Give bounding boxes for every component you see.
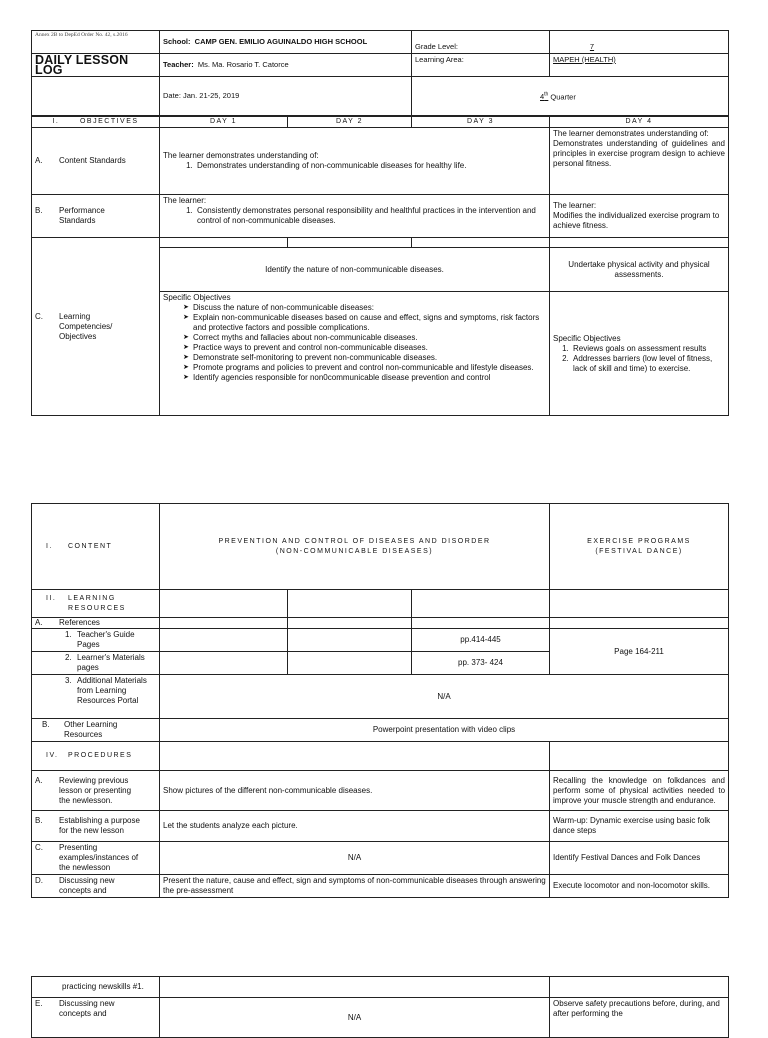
blank-cell xyxy=(550,590,729,618)
procedure-d-day4: Execute locomotor and non-locomotor skills. xyxy=(550,875,729,898)
day3-header: DAY 3 xyxy=(412,117,550,128)
content-main: PREVENTION AND CONTROL OF DISEASES AND DISORDER (NON-COMMUNICABLE DISEASES) xyxy=(160,504,550,590)
school-label: School: xyxy=(163,37,191,46)
blank-cell xyxy=(160,652,288,675)
annex-note: Annex 2B to DepEd Order No. 42, s.2016 xyxy=(32,31,160,54)
blank-cell xyxy=(550,742,729,771)
blank-cell xyxy=(412,238,550,248)
quarter-number: 4th xyxy=(540,91,549,102)
competency-main: Identify the nature of non-communicable diseases. xyxy=(160,248,550,292)
blank-cell xyxy=(550,238,729,248)
list-item: ➤ Promote programs and policies to prevent and control non-communicable and lifestyle diseases. xyxy=(193,363,546,373)
day4-header: DAY 4 xyxy=(550,117,729,128)
list-item: ➤ Identify agencies responsible for non0communicable disease prevention and control xyxy=(193,373,546,383)
performance-standards-day4: The learner: Modifies the individualized exercise program to achieve fitness. xyxy=(550,195,729,238)
date-field: Date: Jan. 21-25, 2019 xyxy=(160,77,412,116)
blank-cell xyxy=(160,742,550,771)
procedure-a-day4: Recalling the knowledge on folkdances and perform some of physical activities needed to improve your muscle strength and endurance. xyxy=(550,771,729,811)
blank-cell xyxy=(288,590,412,618)
list-item: ➤ Demonstrate self-monitoring to prevent non-communicable diseases. xyxy=(193,353,546,363)
page-title: DAILY LESSON LOG xyxy=(32,54,160,77)
teacher-label: Teacher: xyxy=(163,60,194,69)
list-item: ➤ Explain non-communicable diseases based on cause and effect, signs and symptoms, risk factors and protective factors and possible complications. xyxy=(193,313,546,333)
blank-cell xyxy=(160,238,288,248)
procedure-c-day4: Identify Festival Dances and Folk Dances xyxy=(550,842,729,875)
procedure-b-main: Let the students analyze each picture. xyxy=(160,811,550,842)
procedure-d-main: Present the nature, cause and effect, sign and symptoms of non-communicable diseases through answering the pre-assessment xyxy=(160,875,550,898)
area-label: Learning Area: xyxy=(412,54,550,77)
day1-header: DAY 1 xyxy=(160,117,288,128)
blank-cell xyxy=(288,652,412,675)
blank-cell xyxy=(550,618,729,629)
list-item: ➤ Practice ways to prevent and control non-communicable diseases. xyxy=(193,343,546,353)
specific-objectives: Specific Objectives ➤ Discuss the nature of non-communicable diseases: ➤ Explain non-communicable diseases based on cause and effect, signs and symptoms, risk factors and protective factors and possible complications. ➤ Correct myths and fallacies about non-communicable diseases. ➤ Practice ways to prevent and control non-communicable diseases. ➤ Demonstrate self-monitoring to prevent non-communicable diseases. ➤ Promote programs and policies to prevent and control non-communicable and lifestyle diseases. ➤ Identify agencies responsible for non0communicable disease prevention and control xyxy=(160,292,550,416)
performance-standards-text: The learner: 1. Consistently demonstrates personal responsibility and healthful practices in the intervention and control of non-communicable diseases. xyxy=(160,195,550,238)
quarter-field xyxy=(412,77,729,116)
school-value: CAMP GEN. EMILIO AGUINALDO HIGH SCHOOL xyxy=(194,37,368,46)
list-item: 2. Addresses barriers (low level of fitness, lack of skill and time) to exercise. xyxy=(571,354,725,374)
content-day4: EXERCISE PROGRAMS (FESTIVAL DANCE) xyxy=(550,504,729,590)
objectives-heading: I. OBJECTIVES xyxy=(32,117,160,128)
blank-cell xyxy=(288,238,412,248)
grade-label: Grade Level: xyxy=(412,31,550,54)
procedure-b-day4: Warm-up: Dynamic exercise using basic folk dance steps xyxy=(550,811,729,842)
additional-materials-label: 3. Additional Materials from Learning Resources Portal xyxy=(32,675,160,719)
content-label: I. CONTENT xyxy=(32,504,160,590)
other-resources-label: B. Other Learning Resources xyxy=(32,719,160,742)
procedure-d-continued: practicing newskills #1. xyxy=(32,977,160,998)
list-item: 1. Reviews goals on assessment results xyxy=(571,344,725,354)
procedure-e-label: E. Discussing new concepts and xyxy=(32,998,160,1038)
blank-cell xyxy=(160,977,550,998)
lesson-log-header-table xyxy=(31,30,729,116)
blank-cell xyxy=(412,618,550,629)
procedure-b-label: B. Establishing a purpose for the new lesson xyxy=(32,811,160,842)
competencies-label: C. Learning Competencies/ Objectives xyxy=(32,238,160,416)
quarter-text: Quarter xyxy=(548,92,576,102)
content-standards-label: A. Content Standards xyxy=(32,128,160,195)
procedure-c-label: C. Presenting examples/instances of the newlesson xyxy=(32,842,160,875)
school-field xyxy=(160,31,412,54)
blank-cell xyxy=(412,590,550,618)
additional-materials-value: N/A xyxy=(160,675,729,719)
procedure-d-label: D. Discussing new concepts and xyxy=(32,875,160,898)
area-value: MAPEH (HEALTH) xyxy=(550,54,729,77)
performance-standards-label: B. Performance Standards xyxy=(32,195,160,238)
procedures-continued-table xyxy=(31,976,729,1038)
content-standards-day4: The learner demonstrates understanding of: Demonstrates understanding of guidelines and principles in exercise program design to achieve personal fitness. xyxy=(550,128,729,195)
learners-materials-label: 2. Learner's Materials pages xyxy=(32,652,160,675)
procedure-e-day4: Observe safety precautions before, during, and after performing the xyxy=(550,998,729,1038)
blank-cell xyxy=(160,590,288,618)
teachers-guide-pages: pp.414-445 xyxy=(412,629,550,652)
objectives-table xyxy=(31,116,729,416)
blank-cell xyxy=(160,629,288,652)
procedure-a-label: A. Reviewing previous lesson or presenting the newlesson. xyxy=(32,771,160,811)
day4-pages: Page 164-211 xyxy=(550,629,729,675)
teacher-field xyxy=(160,54,412,77)
procedure-c-main: N/A xyxy=(160,842,550,875)
content-resources-table xyxy=(31,503,729,898)
content-standards-text: The learner demonstrates understanding of: 1. Demonstrates understanding of non-communicable diseases for healthy life. xyxy=(160,128,550,195)
specific-objectives-day4: Specific Objectives 1. Reviews goals on assessment results 2. Addresses barriers (low level of fitness, lack of skill and time) to exercise. xyxy=(550,292,729,416)
competency-day4-main: Undertake physical activity and physical assessments. xyxy=(550,248,729,292)
header-blank xyxy=(32,77,160,116)
list-item: ➤ Correct myths and fallacies about non-communicable diseases. xyxy=(193,333,546,343)
blank-cell xyxy=(160,618,288,629)
list-item: ➤ Discuss the nature of non-communicable diseases: xyxy=(193,303,546,313)
procedures-label: IV. PROCEDURES xyxy=(32,742,160,771)
grade-value xyxy=(550,31,729,54)
procedure-a-main: Show pictures of the different non-communicable diseases. xyxy=(160,771,550,811)
blank-cell xyxy=(288,618,412,629)
references-label: A. References xyxy=(32,618,160,629)
procedure-e-main: N/A xyxy=(160,998,550,1038)
day2-header: DAY 2 xyxy=(288,117,412,128)
grade-number: 7 xyxy=(589,42,595,51)
learning-resources-label: II. LEARNING RESOURCES xyxy=(32,590,160,618)
blank-cell xyxy=(288,629,412,652)
blank-cell xyxy=(550,977,729,998)
other-resources-value: Powerpoint presentation with video clips xyxy=(160,719,729,742)
teachers-guide-label: 1. Teacher's Guide Pages xyxy=(32,629,160,652)
teacher-value: Ms. Ma. Rosario T. Catorce xyxy=(197,60,289,69)
learners-materials-pages: pp. 373- 424 xyxy=(412,652,550,675)
